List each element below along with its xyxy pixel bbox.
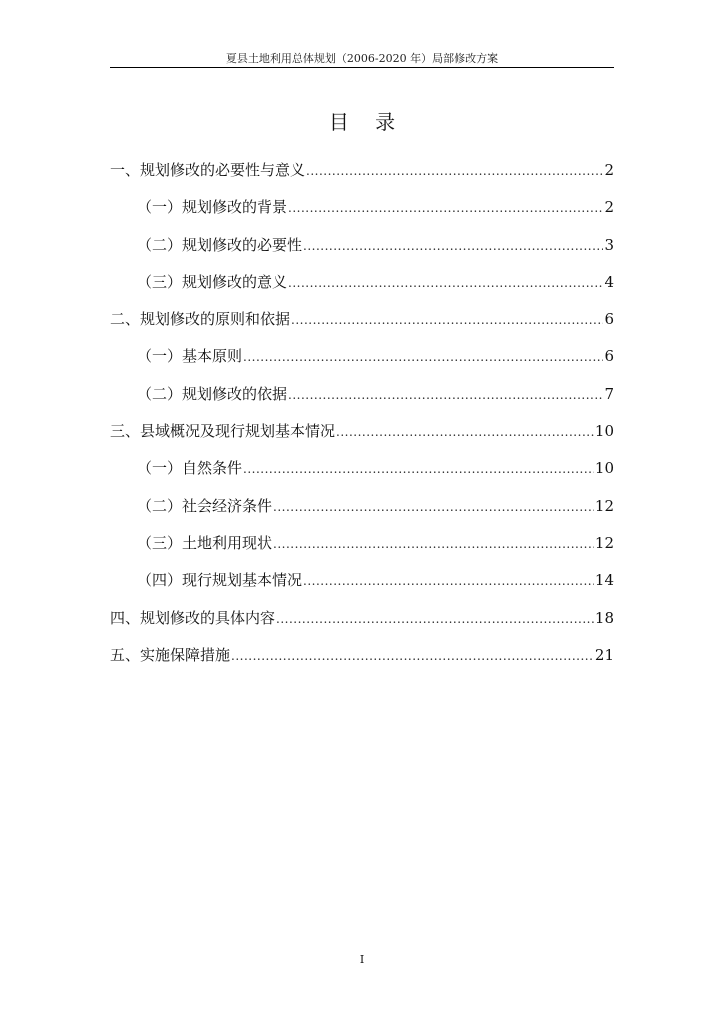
- toc-leader-dots: [243, 459, 594, 479]
- toc-entry-label: （二）规划修改的必要性: [137, 235, 303, 254]
- toc-leader-dots: [306, 161, 603, 181]
- toc-entry-page: 21: [594, 645, 614, 664]
- toc-entry-label: 一、规划修改的必要性与意义: [110, 161, 306, 179]
- toc-entry-label: （一）规划修改的背景: [137, 198, 288, 217]
- running-header: 夏县土地利用总体规划（2006-2020 年）局部修改方案: [225, 52, 499, 65]
- toc-leader-dots: [273, 497, 594, 517]
- toc-entry-label: 二、规划修改的原则和依据: [110, 310, 291, 329]
- table-of-contents: [110, 160, 614, 682]
- toc-entry[interactable]: [110, 458, 614, 495]
- toc-entry[interactable]: [110, 384, 614, 421]
- toc-entry[interactable]: [110, 421, 614, 458]
- toc-entry[interactable]: [110, 570, 614, 607]
- toc-entry[interactable]: [110, 496, 614, 533]
- toc-entry-page: 12: [594, 496, 614, 515]
- toc-entry-label: （三）土地利用现状: [137, 533, 273, 552]
- toc-leader-dots: [273, 534, 594, 554]
- toc-entry[interactable]: [110, 309, 614, 346]
- toc-leader-dots: [231, 646, 594, 666]
- toc-entry-page: 12: [594, 533, 614, 552]
- toc-entry-page: 6: [604, 347, 614, 366]
- toc-entry-label: 三、县域概况及现行规划基本情况: [110, 422, 336, 441]
- toc-entry-page: 7: [604, 384, 614, 403]
- toc-entry[interactable]: [110, 533, 614, 570]
- toc-entry[interactable]: [110, 346, 614, 383]
- toc-entry-page: 18: [594, 608, 614, 627]
- toc-entry[interactable]: [110, 235, 614, 272]
- toc-leader-dots: [243, 347, 603, 367]
- toc-leader-dots: [336, 422, 594, 442]
- toc-entry-page: 14: [594, 571, 614, 590]
- toc-entry-page: 4: [604, 272, 614, 291]
- header-rule: [110, 67, 614, 68]
- toc-entry-label: （四）现行规划基本情况: [137, 571, 303, 590]
- toc-leader-dots: [288, 198, 603, 218]
- toc-entry-label: （一）自然条件: [137, 459, 243, 478]
- toc-entry-page: 10: [594, 422, 614, 441]
- toc-entry-label: 四、规划修改的具体内容: [110, 608, 276, 627]
- page-number: I: [359, 953, 365, 966]
- toc-entry[interactable]: [110, 608, 614, 645]
- toc-entry-page: 6: [604, 310, 614, 329]
- toc-entry-label: （二）社会经济条件: [137, 496, 273, 515]
- toc-entry-page: 2: [604, 161, 614, 179]
- toc-entry-label: 五、实施保障措施: [110, 645, 231, 664]
- toc-leader-dots: [288, 385, 603, 405]
- toc-entry-label: （三）规划修改的意义: [137, 272, 288, 291]
- toc-leader-dots: [291, 310, 603, 330]
- toc-entry-page: 2: [604, 198, 614, 217]
- toc-leader-dots: [303, 571, 594, 591]
- toc-entry-label: （二）规划修改的依据: [137, 384, 288, 403]
- toc-entry-page: 10: [594, 459, 614, 478]
- toc-entry-label: （一）基本原则: [137, 347, 243, 366]
- toc-entry-page: 3: [604, 235, 614, 254]
- toc-leader-dots: [303, 236, 603, 256]
- toc-entry[interactable]: [110, 272, 614, 309]
- toc-leader-dots: [276, 609, 594, 629]
- toc-leader-dots: [288, 273, 603, 293]
- toc-entry[interactable]: [110, 197, 614, 234]
- toc-entry[interactable]: [110, 160, 614, 197]
- toc-entry[interactable]: [110, 645, 614, 682]
- page-title: 目 录: [328, 110, 406, 134]
